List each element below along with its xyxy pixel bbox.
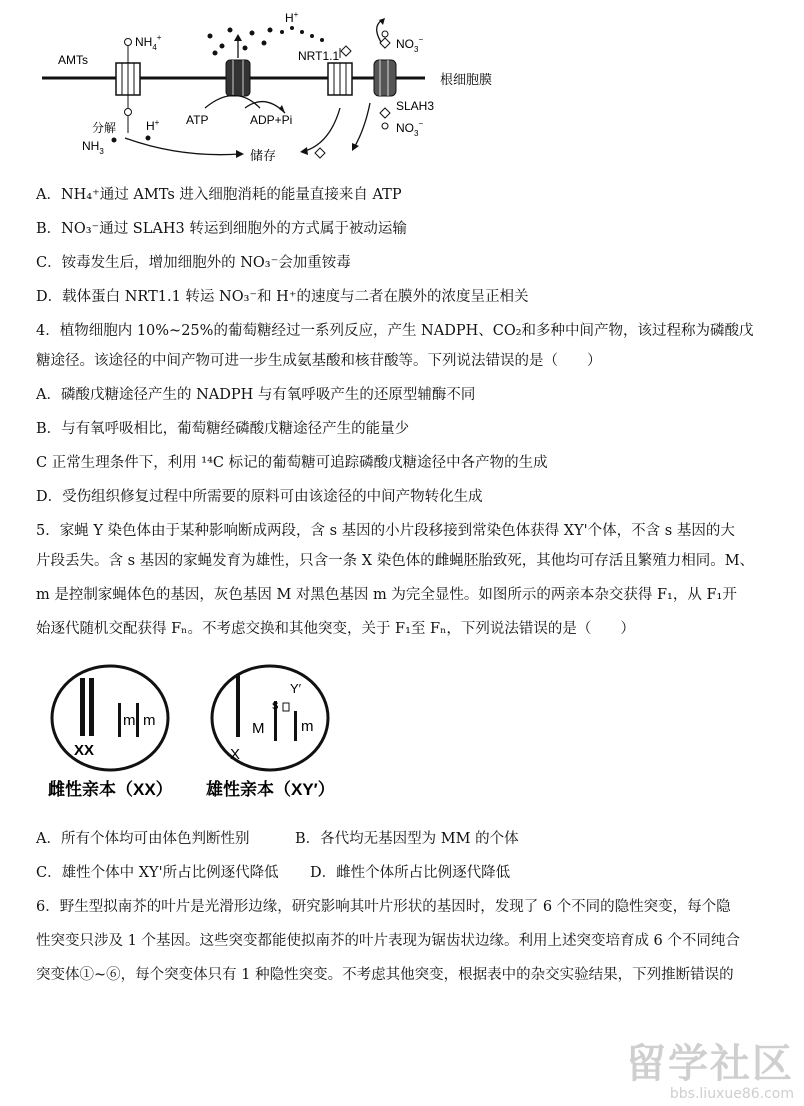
female-xx-label: XX xyxy=(74,742,95,759)
q4-option-c: C 正常生理条件下，利用 ¹⁴C 标记的葡萄糖可追踪磷酸戊糖途径中各产物的生成 xyxy=(36,455,548,471)
x-chromosome xyxy=(89,678,94,736)
svg-text:AMTs xyxy=(58,53,88,67)
storage-label: 储存 xyxy=(250,148,277,163)
q3-option-b: B．NO₃⁻通过 SLAH3 转运到细胞外的方式属于被动运输 xyxy=(36,221,407,237)
no3-marker xyxy=(382,31,388,37)
q5-stem-line3: m 是控制家蝇体色的基因，灰色基因 M 对黑色基因 m 为完全显性。如图所示的两亲本杂交获得 F₁，从 F₁开 xyxy=(36,587,737,603)
arrow-head xyxy=(236,150,244,158)
male-caption: 雄性亲本（XY′） xyxy=(206,780,335,799)
q5-stem-line1: 5．家蝇 Y 染色体由于某种影响断成两段，含 s 基因的小片段移接到常染色体获得 XY'个体，不含 s 基因的大 xyxy=(36,523,735,539)
arrow-to-storage xyxy=(125,138,240,155)
svg-text:H+: H+ xyxy=(285,10,299,25)
nrt-label: NRT1.1 xyxy=(298,49,340,63)
adp-label: ADP+Pi xyxy=(250,113,293,127)
q3-option-c: C．铵毒发生后，增加细胞外的 NO₃⁻会加重铵毒 xyxy=(36,255,351,271)
amts-label: AMTs xyxy=(58,53,88,67)
no3-marker xyxy=(315,148,325,158)
q5-stem-line2: 片段丢失。含 s 基因的家蝇发育为雄性，只含一条 X 染色体的雌蝇胚胎致死，其他均可存活且繁殖力相同。M、 xyxy=(36,553,755,569)
atp-label: ATP xyxy=(186,113,209,127)
svg-text:NH3: $NH_3$ xyxy=(82,139,104,156)
q4-option-b: B．与有氧呼吸相比，葡萄糖经磷酸戊糖途径产生的能量少 xyxy=(36,421,410,437)
no3-marker xyxy=(382,123,388,129)
arrow-head xyxy=(300,147,308,155)
q6-stem-line2: 性突变只涉及 1 个基因。这些突变都能使拟南芥的叶片表现为锯齿状边缘。利用上述突变培育成 6 个不同纯合 xyxy=(36,933,740,949)
decompose-label: 分解 xyxy=(92,121,117,135)
svg-text:H+: H+ xyxy=(146,118,160,133)
male-s-label: s xyxy=(272,697,279,712)
q4-option-a: A．磷酸戊糖途径产生的 NADPH 与有氧呼吸产生的还原型辅酶不同 xyxy=(36,387,476,403)
y-fragment xyxy=(283,703,289,711)
female-caption: 雌性亲本（XX） xyxy=(48,780,173,799)
q5-stem-line4: 始逐代随机交配获得 Fₙ。不考虑交换和其他突变，关于 F₁至 Fₙ，下列说法错误的是（ ） xyxy=(36,621,635,637)
svg-text:NH4+: $NH_4^+$ xyxy=(135,33,162,52)
male-x-label: X xyxy=(230,746,241,763)
male-y-label: Y′ xyxy=(290,681,302,696)
arrow-to-storage xyxy=(305,108,340,151)
x-chromosome xyxy=(236,675,240,737)
slah3-transporter xyxy=(352,18,396,151)
watermark-url: bbs.liuxue86.com xyxy=(669,1086,794,1102)
male-m-label: M xyxy=(252,720,265,737)
svg-text:NO3−: $NO_3^-$ xyxy=(396,119,424,138)
membrane-transport-diagram xyxy=(30,8,540,168)
slah3-label: SLAH3 xyxy=(396,99,435,113)
watermark xyxy=(626,1042,794,1102)
q5-option-c: C．雄性个体中 XY'所占比例逐代降低 xyxy=(36,865,279,881)
watermark-title: 留学社区 xyxy=(626,1041,794,1087)
q5-option-b: B．各代均无基因型为 MM 的个体 xyxy=(295,831,519,847)
autosome-m xyxy=(136,703,139,737)
q5-option-d: D．雌性个体所占比例逐代降低 xyxy=(310,865,511,881)
nh4-dot xyxy=(112,138,117,143)
q4-stem-line2: 糖途径。该途径的中间产物可进一步生成氨基酸和核苷酸等。下列说法错误的是（ ） xyxy=(36,353,602,369)
female-m-label: m xyxy=(123,712,136,729)
female-m2-label: m xyxy=(143,712,156,729)
chromosome-diagram xyxy=(40,663,360,808)
q4-stem-line1: 4．植物细胞内 10%~25%的葡萄糖经过一系列反应，产生 NADPH、CO₂和多种中间产物，该过程称为磷酸戊 xyxy=(36,323,754,339)
q6-stem-line3: 突变体①~⑥，每个突变体只有 1 种隐性突变。不考虑其他突变，根据表中的杂交实验结果，下列推断错误的 xyxy=(36,967,734,983)
q4-option-d: D．受伤组织修复过程中所需要的原料可由该途径的中间产物转化生成 xyxy=(36,489,483,505)
male-small-m-label: m xyxy=(301,718,314,735)
autosome-m xyxy=(118,703,121,737)
autosome-small-m xyxy=(294,711,297,741)
q5-option-a: A．所有个体均可由体色判断性别 xyxy=(36,831,250,847)
h-dot xyxy=(146,136,151,141)
svg-text:NO3−: $NO_3^-$ xyxy=(396,35,424,54)
q3-option-d: D．载体蛋白 NRT1.1 转运 NO₃⁻和 H⁺的速度与二者在膜外的浓度呈正相关 xyxy=(36,289,529,305)
membrane-label: 根细胞膜 xyxy=(440,72,493,87)
no3-marker xyxy=(380,38,390,48)
x-chromosome xyxy=(80,678,85,736)
amts-transporter xyxy=(116,39,140,134)
no3-marker xyxy=(380,108,390,118)
q3-option-a: A．NH₄⁺通过 AMTs 进入细胞消耗的能量直接来自 ATP xyxy=(36,187,402,203)
q6-stem-line1: 6．野生型拟南芥的叶片是光滑形边缘，研究影响其叶片形状的基因时，发现了 6 个不同的隐性突变，每个隐 xyxy=(36,899,731,915)
